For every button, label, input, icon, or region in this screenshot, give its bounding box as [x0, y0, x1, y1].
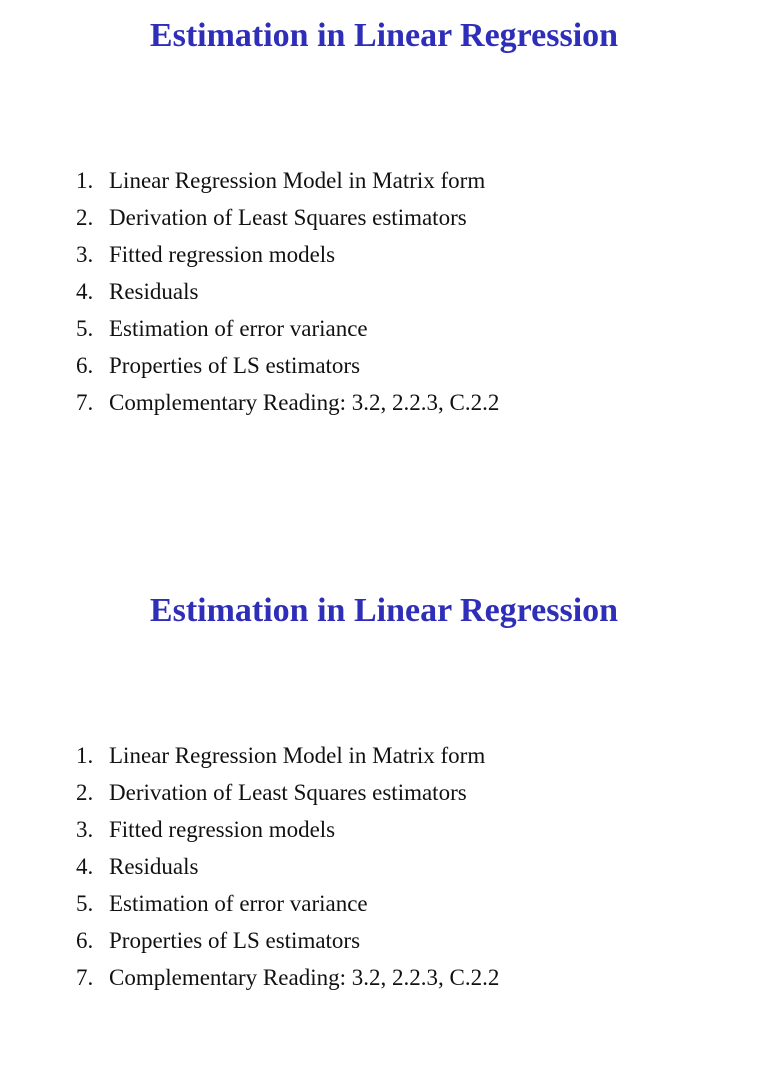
slide-title: Estimation in Linear Regression [149, 592, 619, 629]
list-item [76, 774, 499, 811]
item-text: Estimation of error variance [109, 891, 368, 916]
item-text: Residuals [109, 279, 199, 304]
item-text: Estimation of error variance [109, 316, 368, 341]
list-item [76, 384, 499, 421]
list-item [76, 922, 499, 959]
item-text: Residuals [109, 854, 199, 879]
slide-2 [0, 575, 768, 1087]
item-number: 1. [76, 168, 94, 193]
item-text: Derivation of Least Squares estimators [109, 780, 467, 805]
list-item [76, 959, 499, 996]
item-number: 3. [76, 242, 94, 267]
item-number: 5. [76, 316, 94, 341]
item-number: 1. [76, 743, 94, 768]
item-text: Fitted regression models [109, 242, 336, 267]
item-number: 6. [76, 928, 94, 953]
list-item [76, 885, 499, 922]
list-item [76, 199, 499, 236]
list-item [76, 236, 499, 273]
list-item [76, 347, 499, 384]
item-text: Linear Regression Model in Matrix form [109, 743, 486, 768]
item-text: Properties of LS estimators [109, 928, 361, 953]
list-item [76, 848, 499, 885]
item-number: 4. [76, 279, 94, 304]
list-item [76, 310, 499, 347]
item-number: 4. [76, 854, 94, 879]
item-number: 2. [76, 205, 94, 230]
list-item [76, 737, 499, 774]
item-number: 5. [76, 891, 94, 916]
slide-title: Estimation in Linear Regression [149, 17, 619, 54]
item-number: 6. [76, 353, 94, 378]
list-item [76, 811, 499, 848]
item-number: 7. [76, 965, 94, 990]
topic-list [76, 162, 499, 421]
item-text: Derivation of Least Squares estimators [109, 205, 467, 230]
item-text: Complementary Reading: 3.2, 2.2.3, C.2.2 [109, 965, 500, 990]
topic-list [76, 737, 499, 996]
item-text: Linear Regression Model in Matrix form [109, 168, 486, 193]
item-number: 3. [76, 817, 94, 842]
list-item [76, 273, 499, 310]
slide-1 [0, 0, 768, 512]
item-text: Fitted regression models [109, 817, 336, 842]
item-text: Properties of LS estimators [109, 353, 361, 378]
item-number: 2. [76, 780, 94, 805]
item-number: 7. [76, 390, 94, 415]
list-item [76, 162, 499, 199]
item-text: Complementary Reading: 3.2, 2.2.3, C.2.2 [109, 390, 500, 415]
